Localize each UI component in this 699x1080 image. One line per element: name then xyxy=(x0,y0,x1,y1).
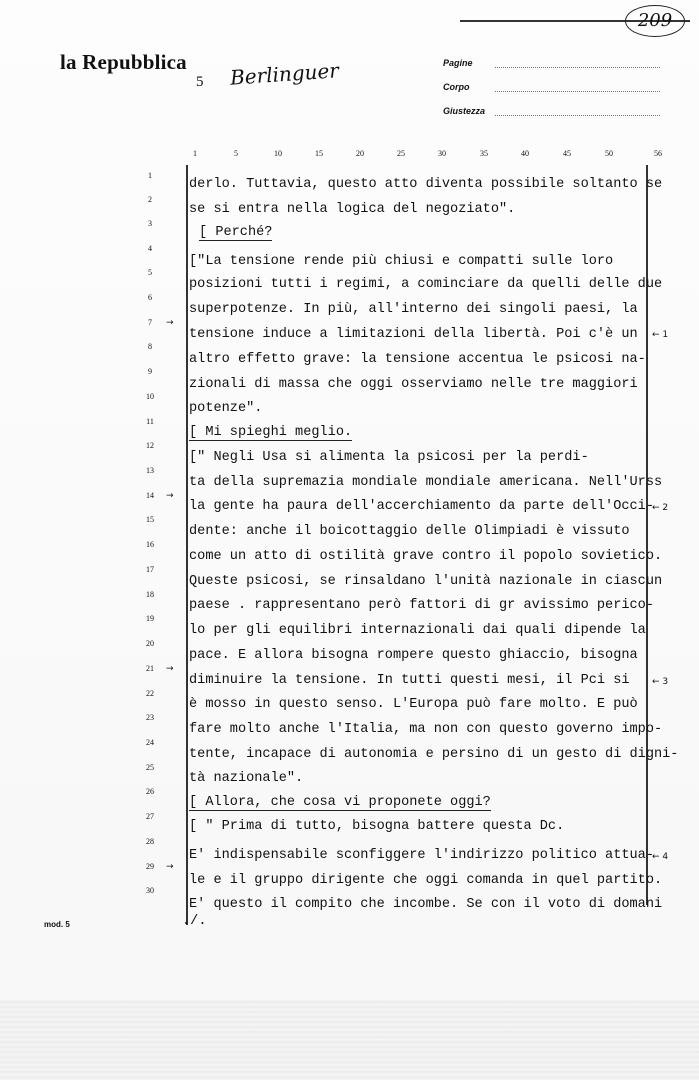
ruler-tick: 20 xyxy=(356,149,364,158)
line-number: 27 xyxy=(146,812,154,821)
line-number: 7 xyxy=(148,318,152,327)
field-giustezza xyxy=(443,106,485,116)
body-line: dente: anche il boicottaggio delle Olimpiadi è vissuto xyxy=(189,524,630,539)
circled-page-number: 209 xyxy=(625,5,685,37)
end-mark: ./. xyxy=(182,914,207,929)
body-line: lo per gli equilibri internazionali dai quali dipende la xyxy=(189,623,646,638)
ruler-tick: 45 xyxy=(563,149,571,158)
field-label: Pagine xyxy=(443,58,473,68)
right-margin-line xyxy=(646,165,648,905)
line-number: 1 xyxy=(148,171,152,180)
body-line: fare molto anche l'Italia, ma non con questo governo impo- xyxy=(189,722,663,737)
masthead: la Repubblica xyxy=(60,50,187,74)
margin-marker-number: 4 xyxy=(662,852,669,862)
model-label: mod. 5 xyxy=(44,920,70,929)
scan-artifact xyxy=(0,1000,699,1080)
left-arrow-icon: ← xyxy=(652,852,660,862)
handwritten-name: Berlinguer xyxy=(229,58,340,90)
field-label: Giustezza xyxy=(443,106,486,116)
line-number: 28 xyxy=(146,837,154,846)
body-line: come un atto di ostilità grave contro il popolo sovietico. xyxy=(189,549,663,564)
question-heading: [ Allora, che cosa vi proponete oggi? xyxy=(189,795,491,810)
line-number: 6 xyxy=(148,293,152,302)
margin-marker xyxy=(652,677,668,687)
body-line: paese . rappresentano però fattori di gr avissimo perico- xyxy=(189,598,654,613)
body-line: è mosso in questo senso. L'Europa può fare molto. E può xyxy=(189,697,638,712)
body-line: le e il gruppo dirigente che oggi comanda in quel partito. xyxy=(189,873,663,888)
margin-marker-number: 1 xyxy=(662,330,669,340)
body-line: se si entra nella logica del negoziato". xyxy=(189,202,516,217)
line-number: 23 xyxy=(146,713,154,722)
margin-arrow-icon: → xyxy=(166,862,174,872)
line-number: 8 xyxy=(148,342,152,351)
line-number: 29 xyxy=(146,862,154,871)
body-line: altro effetto grave: la tensione accentua le psicosi na- xyxy=(189,352,646,367)
body-line: ta della supremazia mondiale mondiale americana. Nell'Urss xyxy=(189,475,663,490)
body-line: ["La tensione rende più chiusi e compatti sulle loro xyxy=(189,254,614,269)
ruler-tick: 15 xyxy=(315,149,323,158)
body-line: [ " Prima di tutto, bisogna battere questa Dc. xyxy=(189,819,565,834)
line-number: 11 xyxy=(146,417,154,426)
ruler-tick: 25 xyxy=(397,149,405,158)
line-number: 3 xyxy=(148,219,152,228)
body-line: [" Negli Usa si alimenta la psicosi per la perdi- xyxy=(189,450,589,465)
line-number: 10 xyxy=(146,392,154,401)
body-line: diminuire la tensione. In tutti questi mesi, il Pci si xyxy=(189,673,630,688)
ruler-tick: 1 xyxy=(193,149,197,158)
body-line: potenze". xyxy=(189,401,263,416)
line-number: 16 xyxy=(146,540,154,549)
line-number: 12 xyxy=(146,441,154,450)
ruler-tick: 50 xyxy=(605,149,613,158)
field-label: Corpo xyxy=(443,82,470,92)
line-number: 30 xyxy=(146,886,154,895)
body-line: pace. E allora bisogna rompere questo ghiaccio, bisogna xyxy=(189,648,638,663)
margin-marker-number: 2 xyxy=(662,503,669,513)
body-line: la gente ha paura dell'accerchiamento da parte dell'Occi- xyxy=(189,499,654,514)
line-number: 13 xyxy=(146,466,154,475)
ruler-tick: 56 xyxy=(654,149,662,158)
body-line: derlo. Tuttavia, questo atto diventa possibile soltanto se xyxy=(189,177,663,192)
line-number: 14 xyxy=(146,491,154,500)
question-heading: [ Perché? xyxy=(199,225,273,240)
line-number: 4 xyxy=(148,244,152,253)
ruler-tick: 10 xyxy=(274,149,282,158)
body-line: superpotenze. In più, all'interno dei singoli paesi, la xyxy=(189,302,638,317)
body-line: tà nazionale". xyxy=(189,771,304,786)
body-line: E' indispensabile sconfiggere l'indirizzo politico attua- xyxy=(189,848,654,863)
line-number: 5 xyxy=(148,268,152,277)
line-number: 20 xyxy=(146,639,154,648)
line-number: 2 xyxy=(148,195,152,204)
ruler-tick: 5 xyxy=(234,149,238,158)
ruler-tick: 40 xyxy=(521,149,529,158)
margin-marker-number: 3 xyxy=(662,677,669,687)
body-line: zionali di massa che oggi osserviamo nelle tre maggiori xyxy=(189,377,638,392)
field-pagine xyxy=(443,58,473,68)
ruler-tick: 30 xyxy=(438,149,446,158)
body-line: tente, incapace di autonomia e persino di un gesto di digni- xyxy=(189,747,679,762)
ruler-tick: 35 xyxy=(480,149,488,158)
line-number: 9 xyxy=(148,367,152,376)
line-number: 19 xyxy=(146,614,154,623)
page-number: 5 xyxy=(196,74,204,90)
body-line: tensione induce a limitazioni della libertà. Poi c'è un xyxy=(189,327,638,342)
left-margin-line xyxy=(186,165,188,925)
margin-marker xyxy=(652,852,668,862)
line-number: 18 xyxy=(146,590,154,599)
margin-arrow-icon: → xyxy=(166,491,174,501)
margin-arrow-icon: → xyxy=(166,318,174,328)
line-number: 15 xyxy=(146,515,154,524)
margin-marker xyxy=(652,503,668,513)
line-number: 22 xyxy=(146,689,154,698)
line-number: 26 xyxy=(146,787,154,796)
margin-marker xyxy=(652,330,668,340)
line-number: 25 xyxy=(146,763,154,772)
left-arrow-icon: ← xyxy=(652,330,660,340)
left-arrow-icon: ← xyxy=(652,503,660,513)
line-number: 24 xyxy=(146,738,154,747)
body-line: Queste psicosi, se rinsaldano l'unità nazionale in ciascun xyxy=(189,574,663,589)
line-number: 17 xyxy=(146,565,154,574)
line-number: 21 xyxy=(146,664,154,673)
left-arrow-icon: ← xyxy=(652,677,660,687)
field-corpo xyxy=(443,82,470,92)
question-heading: [ Mi spieghi meglio. xyxy=(189,425,353,440)
margin-arrow-icon: → xyxy=(166,664,174,674)
body-line: posizioni tutti i regimi, a cominciare da quelli delle due xyxy=(189,277,663,292)
body-line: E' questo il compito che incombe. Se con il voto di domani xyxy=(189,897,663,912)
